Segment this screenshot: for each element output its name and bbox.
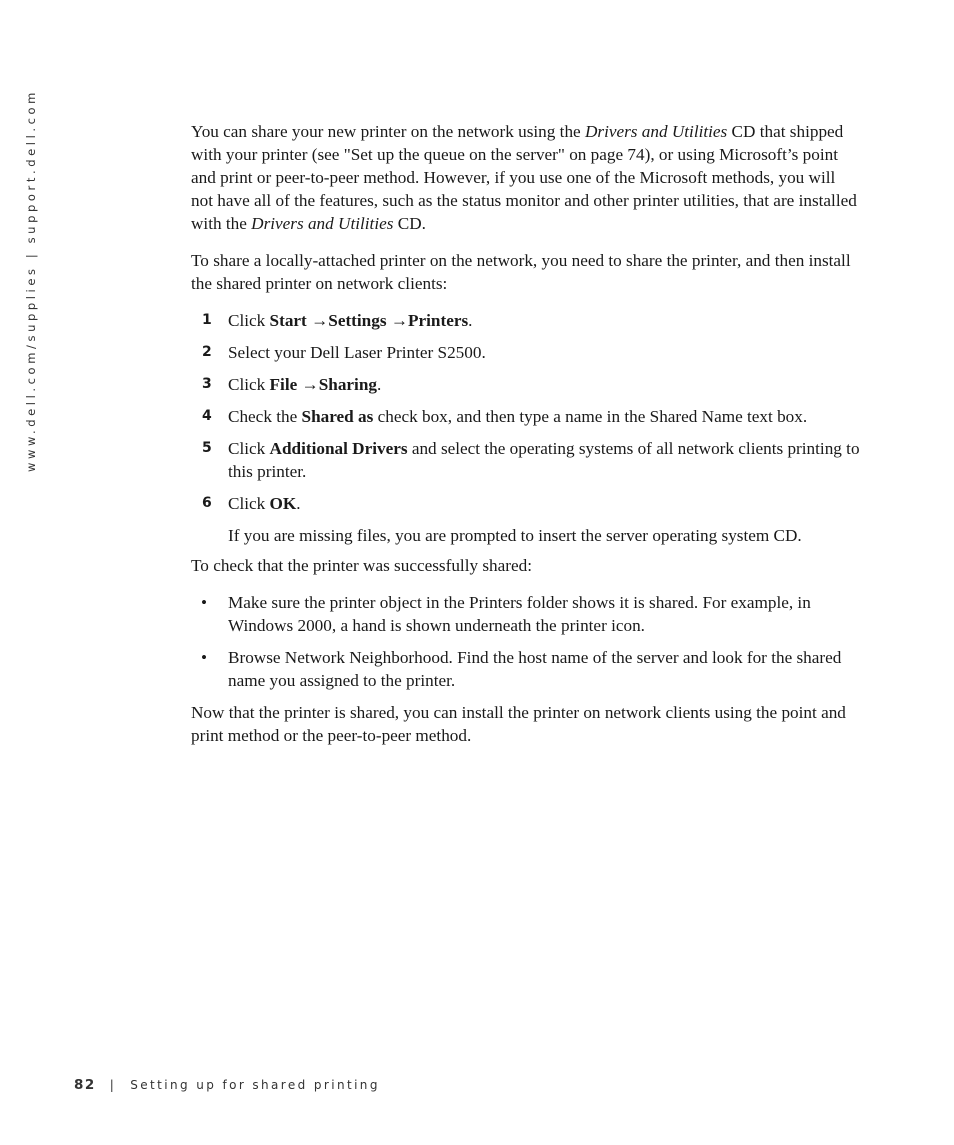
- intro-paragraph: You can share your new printer on the network using the Drivers and Utilities CD that shipped with your printer (see "Set up the queue on the server" on page 74), or using Microsoft’s point and print or peer-to-peer method. However, if you use one of the Microsoft methods, you will not have all of the features, such as the status monitor and other printer utilities, that are installed with the Drivers and Utilities CD.: [191, 122, 857, 233]
- footer-separator: |: [109, 1078, 117, 1092]
- bullet-icon: •: [201, 648, 208, 667]
- cd-name: Drivers and Utilities: [584, 122, 728, 141]
- check-intro: To check that the printer was successfully shared:: [191, 556, 532, 575]
- steps-list: [191, 309, 861, 547]
- step-4: 4 Check the Shared as check box, and then type a name in the Shared Name text box.: [202, 407, 808, 426]
- arrow-icon: →: [386, 311, 409, 330]
- step-6: 6 Click OK.: [202, 494, 301, 513]
- page-content: [191, 120, 861, 761]
- step-number: 1: [202, 312, 212, 328]
- sidebar-url: www.dell.com/supplies | support.dell.com: [24, 89, 38, 472]
- bullet-item: • Browse Network Neighborhood. Find the host name of the server and look for the shared name you assigned to the printer.: [201, 648, 842, 690]
- bullet-list: [191, 591, 861, 692]
- arrow-icon: →: [297, 375, 319, 394]
- page-number: 82: [74, 1077, 96, 1093]
- page-footer: [74, 1077, 380, 1093]
- closing-paragraph: Now that the printer is shared, you can install the printer on network clients using the point and print method or the peer-to-peer method.: [191, 703, 846, 745]
- cd-name: Drivers and Utilities: [251, 214, 394, 233]
- bullet-icon: •: [201, 593, 208, 612]
- section-title: Setting up for shared printing: [130, 1078, 380, 1092]
- arrow-icon: →: [306, 311, 329, 330]
- step-1: 1 Click Start →Settings →Printers.: [202, 311, 473, 330]
- step-2: 2 Select your Dell Laser Printer S2500.: [202, 343, 486, 362]
- step-number: 5: [202, 440, 212, 456]
- bullet-item: • Make sure the printer object in the Printers folder shows it is shared. For example, in Windows 2000, a hand is shown underneath the printer icon.: [201, 593, 811, 635]
- step-number: 6: [202, 495, 212, 511]
- step-number: 2: [202, 344, 212, 360]
- step-number: 4: [202, 408, 212, 424]
- step-note: If you are missing files, you are prompted to insert the server operating system CD.: [228, 526, 802, 545]
- step-5: 5 Click Additional Drivers and select the operating systems of all network clients printing to this printer.: [202, 439, 860, 481]
- step-3: 3 Click File →Sharing.: [202, 375, 382, 394]
- step-number: 3: [202, 376, 212, 392]
- share-intro-paragraph: To share a locally-attached printer on the network, you need to share the printer, and then install the shared printer on network clients:: [191, 251, 851, 293]
